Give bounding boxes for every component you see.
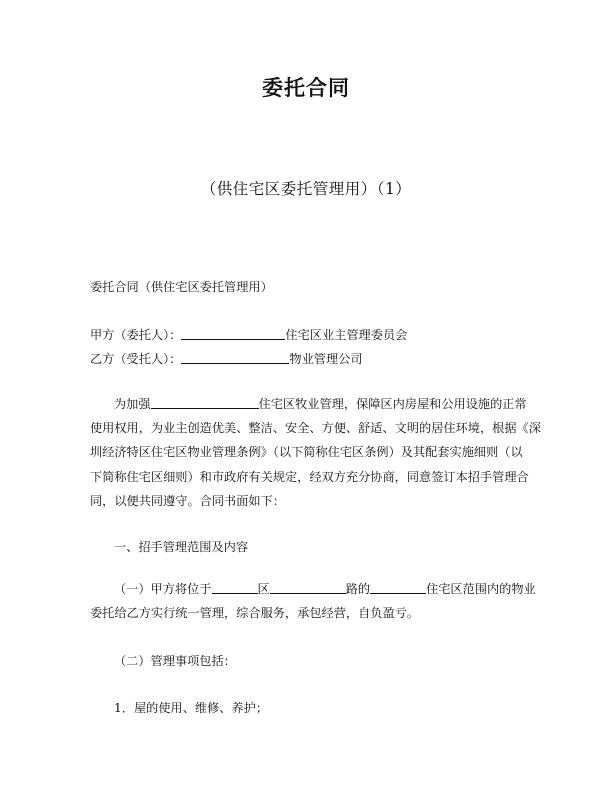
clause-1-paragraph bbox=[90, 577, 536, 625]
party-a-line bbox=[90, 326, 522, 343]
section-1-heading: 一、招手管理范围及内容 bbox=[114, 540, 249, 554]
document-subtitle: （供住宅区委托管理用）（1） bbox=[200, 180, 412, 198]
item-1: 1．屋的使用、维修、养护； bbox=[114, 701, 269, 715]
clause-1-line-2: 委托给乙方实行统一管理，综合服务，承包经营，自负盈亏。 bbox=[90, 606, 420, 621]
clause-1-prefix: （一）甲方将位于 bbox=[114, 582, 212, 596]
clause-1-estate-blank bbox=[370, 581, 426, 594]
preamble-line-5: 同，以便共同遵守。合同书面如下： bbox=[90, 493, 285, 508]
party-b-blank bbox=[181, 351, 289, 364]
preamble-line-3: 圳经济特区住宅区物业管理条例》（以下简称住宅区条例）及其配套实施细则（以 bbox=[90, 445, 523, 460]
preamble-line-1-suffix: 住宅区牧业管理，保障区内房屋和公用设施的正常 bbox=[258, 397, 527, 411]
party-a-suffix: 住宅区业主管理委员会 bbox=[285, 328, 408, 342]
contract-heading-line: 委托合同（供住宅区委托管理用） bbox=[90, 280, 273, 294]
preamble-prefix: 为加强 bbox=[114, 397, 151, 411]
clause-1-district-blank bbox=[212, 581, 258, 594]
preamble-blank bbox=[151, 396, 259, 409]
party-b-suffix: 物业管理公司 bbox=[289, 352, 363, 366]
party-b-label: 乙方（受托人）： bbox=[90, 352, 182, 366]
document-title: 委托合同 bbox=[262, 76, 350, 100]
clause-1-district: 区 bbox=[257, 582, 270, 596]
preamble-paragraph bbox=[90, 392, 541, 513]
clause-1-line-1 bbox=[90, 577, 536, 601]
party-a-blank bbox=[181, 327, 285, 340]
preamble-line-2: 使用权用，为业主创造优美、整洁、安全、方便、舒适、文明的居住环境，根据《深 bbox=[90, 421, 541, 436]
clause-1-line-1-suffix: 住宅区范围内的物业 bbox=[426, 582, 536, 596]
party-b-line bbox=[90, 350, 522, 367]
party-a-label: 甲方（委托人）： bbox=[90, 328, 182, 342]
preamble-line-1 bbox=[90, 392, 527, 416]
preamble-line-4: 下简称住宅区细则）和市政府有关规定，经双方充分协商，同意签订本招手管理合 bbox=[90, 469, 529, 484]
clause-1-road: 路的 bbox=[345, 582, 371, 596]
clause-2-heading: （二）管理事项包括： bbox=[114, 654, 236, 668]
clause-1-road-blank bbox=[270, 581, 346, 594]
